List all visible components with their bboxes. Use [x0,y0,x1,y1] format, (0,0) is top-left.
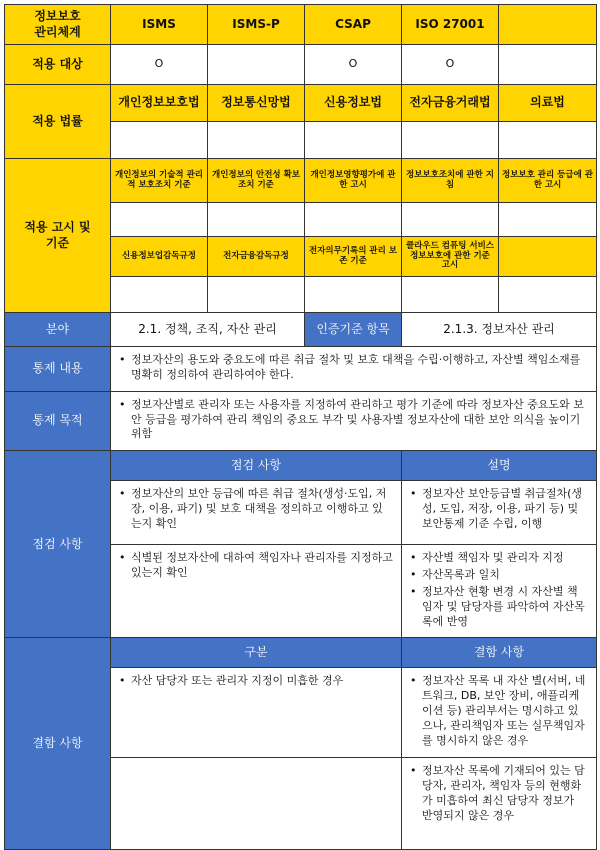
check-desc: • 정보자산 보안등급별 취급절차(생성, 도입, 저장, 이용, 파기 등) 및 보안통제 기준 수립, 이행 [408,487,588,532]
scope-mark: O [402,45,499,85]
notice-item: 개인정보영향평가에 관한 고시 [305,159,402,203]
notice-item: 정보보호조치에 관한 지침 [402,159,499,203]
framework-header: 정보보호 관리체계 [5,5,111,45]
check-item-cell [111,545,402,638]
laws-label: 적용 법률 [5,85,111,159]
notice-item: 전자금융감독규정 [208,237,305,277]
defect-desc: • 정보자산 목록 내 자산 별(서버, 네트워크, DB, 보안 장비, 애플리케이션 등) 관리부서는 명시하고 있으나, 관리책임자 또는 실무책임자를 명시하지 않은 경우 [408,674,588,748]
col-header-empty [499,5,597,45]
scope-mark [208,45,305,85]
notice-item: 정보보호 관리 등급에 관한 고시 [499,159,597,203]
defects-col-right: 결함 사항 [402,638,597,668]
purpose-label: 통제 목적 [5,391,111,451]
scope-row [5,45,597,85]
law-item: 전자금융거래법 [402,85,499,122]
notice-item: 클라우드 컴퓨팅 서비스 정보보호에 관한 기준 고시 [402,237,499,277]
control-cell [111,347,597,392]
field-label: 분야 [5,313,111,347]
control-text: • 정보자산의 용도와 중요도에 따른 취급 절차 및 보호 대책을 수립·이행하고, 자산별 책임소재를 명확히 정의하여 관리하여야 한다. [117,353,588,383]
notice-item: 신용정보업감독규정 [111,237,208,277]
criteria-value: 2.1.3. 정보자산 관리 [402,313,597,347]
scope-mark [499,45,597,85]
col-header-iso27001: ISO 27001 [402,5,499,45]
col-header-csap: CSAP [305,5,402,45]
page [4,4,596,850]
notice-item: 개인정보의 안전성 확보조치 기준 [208,159,305,203]
col-header-isms: ISMS [111,5,208,45]
law-item: 정보통신망법 [208,85,305,122]
purpose-text: • 정보자산별로 관리자 또는 사용자를 지정하여 관리하고 평가 기준에 따라 정보자산 중요도와 보안 등급을 평가하여 관리 책임의 중요도 부각 및 사용자별 정보자산에 대한 보안 의식을 높이기 위함 [117,398,588,443]
notices-label: 적용 고시 및 기준 [5,159,111,313]
check-item-cell [111,481,402,545]
checks-header-row [5,451,597,481]
laws-row [5,85,597,122]
defect-type-cell-empty [111,758,402,850]
purpose-row [5,391,597,451]
notice-item: 전자의무기록의 관리 보존 기준 [305,237,402,277]
defects-header-row [5,638,597,668]
check-desc-cell [402,481,597,545]
check-desc: • 정보자산 현황 변경 시 자산별 책임자 및 담당자를 파악하여 자산목록에 반영 [408,585,588,630]
defect-desc: • 정보자산 목록에 기재되어 있는 담당자, 관리자, 책임자 등의 현행화가 미흡하여 최신 담당자 정보가 반영되지 않은 경우 [408,764,588,823]
defect-type: • 자산 담당자 또는 관리자 지정이 미흡한 경우 [117,674,393,689]
purpose-cell [111,391,597,451]
checks-col-left: 점검 사항 [111,451,402,481]
law-item: 개인정보보호법 [111,85,208,122]
checks-label: 점검 사항 [5,451,111,638]
scope-mark: O [111,45,208,85]
check-desc: • 자산목록과 일치 [408,568,588,583]
check-item: • 정보자산의 보안 등급에 따른 취급 절차(생성·도입, 저장, 이용, 파기) 및 보호 대책을 정의하고 이행하고 있는지 확인 [117,487,393,532]
control-row [5,347,597,392]
criteria-label: 인증기준 항목 [305,313,402,347]
check-desc-cell [402,545,597,638]
law-item: 신용정보법 [305,85,402,122]
defect-desc-cell [402,758,597,850]
defects-label: 결함 사항 [5,638,111,850]
field-value: 2.1. 정책, 조직, 자산 관리 [111,313,305,347]
scope-label: 적용 대상 [5,45,111,85]
col-header-isms-p: ISMS-P [208,5,305,45]
security-framework-table [4,4,597,850]
field-row [5,313,597,347]
defect-type-cell [111,668,402,758]
control-label: 통제 내용 [5,347,111,392]
defect-desc-cell [402,668,597,758]
checks-col-right: 설명 [402,451,597,481]
scope-mark: O [305,45,402,85]
check-desc: • 자산별 책임자 및 관리자 지정 [408,551,588,566]
notices-row-1 [5,159,597,203]
notice-item [499,237,597,277]
defects-col-left: 구분 [111,638,402,668]
header-row [5,5,597,45]
law-item: 의료법 [499,85,597,122]
check-item: • 식별된 정보자산에 대하여 책임자나 관리자를 지정하고 있는지 확인 [117,551,393,581]
notice-item: 개인정보의 기술적 관리적 보호조치 기준 [111,159,208,203]
